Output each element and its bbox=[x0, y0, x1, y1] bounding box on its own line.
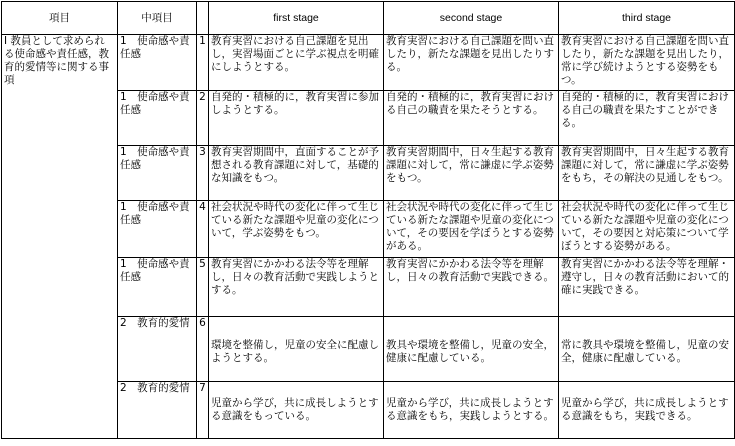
header-row bbox=[2, 2, 735, 35]
main-item-cell: Ⅰ 教員として求められる使命感や責任感，教育的愛情等に関する事項 bbox=[2, 35, 118, 439]
second-stage-cell: 教育実習における自己課題を問い直したり，新たな課題を見出したりする。 bbox=[384, 35, 559, 91]
middle-item-cell: 1 使命感や責任感 bbox=[118, 146, 197, 201]
first-stage-cell: 児童から学び，共に成長しようとする意識をもっている。 bbox=[209, 382, 384, 439]
middle-item-cell: 1 使命感や責任感 bbox=[118, 258, 197, 317]
row-number: 7 bbox=[197, 382, 209, 439]
third-stage-cell: 自発的・積極的に，教育実習における自己の職責を果たすことができる。 bbox=[559, 91, 735, 146]
row-number: 5 bbox=[197, 258, 209, 317]
header-item: 項目 bbox=[2, 2, 118, 35]
header-third-stage: third stage bbox=[559, 2, 735, 35]
third-stage-cell: 児童から学び，共に成長しようとする意識をもち，実践できる。 bbox=[559, 382, 735, 439]
first-stage-cell: 教育実習にかかわる法令等を理解し，日々の教育活動で実践しようとする。 bbox=[209, 258, 384, 317]
second-stage-cell: 児童から学び，共に成長しようとする意識をもち，実践しようとする。 bbox=[384, 382, 559, 439]
row-number: 2 bbox=[197, 91, 209, 146]
header-first-stage: first stage bbox=[209, 2, 384, 35]
header-second-stage: second stage bbox=[384, 2, 559, 35]
row-number: 4 bbox=[197, 201, 209, 258]
middle-item-cell: 1 使命感や責任感 bbox=[118, 91, 197, 146]
second-stage-cell: 自発的・積極的に，教育実習における自己の職責を果たそうとする。 bbox=[384, 91, 559, 146]
first-stage-cell: 教育実習期間中，直面することが予想される教育課題に対して，基礎的な知識をもつ。 bbox=[209, 146, 384, 201]
row-number: 3 bbox=[197, 146, 209, 201]
third-stage-cell: 教育実習にかかわる法令等を理解・遵守し，日々の教育活動において的確に実践できる。 bbox=[559, 258, 735, 317]
first-stage-cell: 教育実習における自己課題を見出し，実習場面ごとに学ぶ視点を明確にしようとする。 bbox=[209, 35, 384, 91]
evaluation-rubric-table bbox=[1, 1, 735, 439]
third-stage-cell: 教育実習における自己課題を問い直したり，新たな課題を見出したり，常に学び続けようとする姿勢をもつ。 bbox=[559, 35, 735, 91]
middle-item-cell: 1 使命感や責任感 bbox=[118, 201, 197, 258]
table-row bbox=[2, 35, 735, 91]
middle-item-cell: 2 教育的愛情 bbox=[118, 382, 197, 439]
header-middle-item: 中項目 bbox=[118, 2, 197, 35]
middle-item-cell: 1 使命感や責任感 bbox=[118, 35, 197, 91]
row-number: 6 bbox=[197, 317, 209, 382]
first-stage-cell: 社会状況や時代の変化に伴って生じている新たな課題や児童の変化について，学ぶ姿勢をもつ。 bbox=[209, 201, 384, 258]
second-stage-cell: 教育実習にかかわる法令等を理解し，日々の教育活動で実践できる。 bbox=[384, 258, 559, 317]
middle-item-cell: 2 教育的愛情 bbox=[118, 317, 197, 382]
first-stage-cell: 環境を整備し，児童の安全に配慮しようとする。 bbox=[209, 317, 384, 382]
third-stage-cell: 教育実習期間中，日々生起する教育課題に対して，常に謙虚に学ぶ姿勢をもち，その解決の見通しをもつ。 bbox=[559, 146, 735, 201]
header-number bbox=[197, 2, 209, 35]
row-number: 1 bbox=[197, 35, 209, 91]
second-stage-cell: 教育実習期間中，日々生起する教育課題に対して，常に謙虚に学ぶ姿勢をもつ。 bbox=[384, 146, 559, 201]
second-stage-cell: 教具や環境を整備し，児童の安全，健康に配慮している。 bbox=[384, 317, 559, 382]
first-stage-cell: 自発的・積極的に，教育実習に参加しようとする。 bbox=[209, 91, 384, 146]
third-stage-cell: 社会状況や時代の変化に伴って生じている新たな課題や児童の変化について，その要因と対応策について学ぼうとする姿勢がある。 bbox=[559, 201, 735, 258]
third-stage-cell: 常に教具や環境を整備し，児童の安全，健康に配慮している。 bbox=[559, 317, 735, 382]
second-stage-cell: 社会状況や時代の変化に伴って生じている新たな課題や児童の変化について，その要因を学ぼうとする姿勢がある。 bbox=[384, 201, 559, 258]
